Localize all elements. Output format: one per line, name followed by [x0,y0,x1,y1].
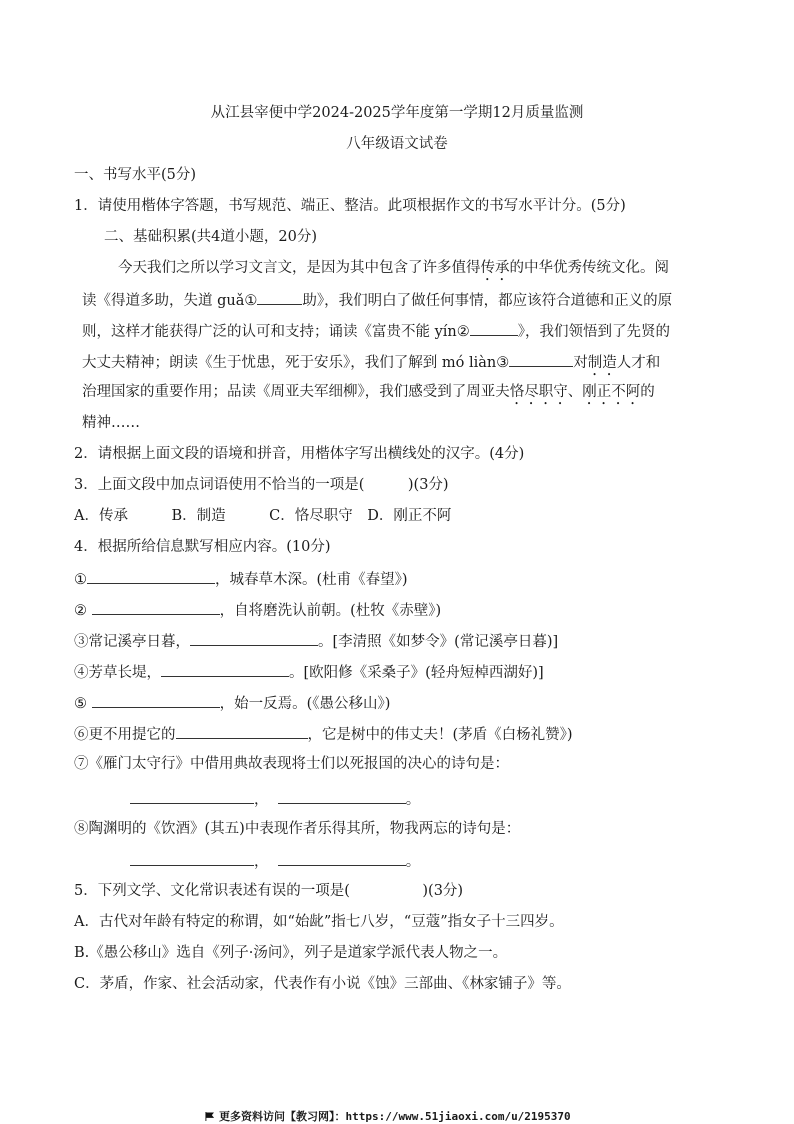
passage-text: 大丈夫精神；朗读《生于忧患，死于安乐》，我们了解到 mó liàn③ [82,355,510,371]
answer-blank[interactable] [278,850,406,866]
item-text: 。[欧阳修《采桑子》(轻舟短棹西湖好)] [289,665,544,681]
answer-blank[interactable] [87,568,215,584]
punct: 。 [405,792,421,808]
passage-text: 人才和 [616,355,661,371]
dotted-word: 恪尽职守 [509,384,568,400]
item-text: ，始一反焉。(《愚公移山》) [219,696,391,712]
item-text: ，自将磨洗认前朝。(杜牧《赤壁》) [219,603,442,619]
punct: ， [254,792,269,808]
passage-line-2 [82,289,672,311]
q4-item-8: ⑧陶渊明的《饮酒》(其五)中表现作者乐得其所，物我两忘的诗句是： [74,821,521,837]
passage-text: 今天我们之所以学习文言文，是因为其中包含了许多值得 [118,260,481,276]
q4-item-8-answer [130,850,420,872]
q4-item-6 [74,723,573,745]
punct: 。 [405,854,421,870]
footer-text: 更多资料访问【教习网】：https://www.51jiaoxi.com/u/2195370 [219,1110,571,1123]
item-text: ，它是树中的伟丈夫！(茅盾《白杨礼赞》) [307,727,573,743]
answer-blank[interactable] [130,788,254,804]
item-label: ② [74,603,92,619]
dotted-word: 传承 [480,260,510,276]
question-3-options: A．传承 B．制造 C．恪尽职守 D．刚正不阿 [74,508,452,524]
passage-text: 读《得道多助，失道 guǎ① [82,293,258,309]
q4-item-7-answer [130,788,420,810]
section-1-heading: 一、书写水平(5分) [74,167,197,183]
answer-blank[interactable] [176,723,308,739]
exam-subtitle: 八年级语文试卷 [346,136,448,152]
item-label: ① [74,572,87,588]
fill-blank[interactable] [470,320,518,336]
passage-text: 助》，我们明白了做任何事情，都应该符合道德和正义的原 [302,293,673,309]
punct: ， [254,854,269,870]
item-text: ，城春草木深。(杜甫《春望》) [215,572,408,588]
item-label: ⑥更不用提它的 [74,727,176,743]
q4-item-7: ⑦《雁门太守行》中借用典故表现将士们以死报国的决心的诗句是： [74,756,509,772]
passage-line-1 [118,258,669,284]
fill-blank[interactable] [509,351,573,367]
item-label: ③常记溪亭日暮， [74,634,190,650]
question-2: 2．请根据上面文段的语境和拼音，用楷体字写出横线处的汉字。(4分) [74,446,525,462]
q5-option-b: B.《愚公移山》选自《列子·汤问》，列子是道家学派代表人物之一。 [74,945,508,961]
dotted-word: 刚正不阿 [582,384,641,400]
passage-line-4 [82,351,660,379]
answer-blank[interactable] [161,661,289,677]
q5-option-a: A．古代对年龄有特定的称谓，如“始龀”指七八岁，“豆蔻”指女子十三四岁。 [74,914,564,930]
question-3: 3．上面文段中加点词语使用不恰当的一项是( )(3分) [74,477,449,493]
q4-item-5 [74,692,390,714]
passage-line-5 [82,382,655,408]
answer-blank[interactable] [130,850,254,866]
item-label: ⑤ [74,696,92,712]
q4-item-1 [74,568,408,590]
passage-line-6: 精神…… [82,415,140,431]
passage-text: 则，这样才能获得广泛的认可和支持；诵读《富贵不能 yín② [82,324,470,340]
passage-text: 治理国家的重要作用；品读《周亚夫军细柳》，我们感受到了周亚夫 [82,384,510,400]
answer-blank[interactable] [190,630,318,646]
question-1: 1．请使用楷体字答题，书写规范、端正、整洁。此项根据作文的书写水平计分。(5分) [74,198,626,214]
q4-item-3 [74,630,558,652]
item-label: ④芳草长堤， [74,665,161,681]
section-2-heading: 二、基础积累(共4道小题，20分) [104,229,317,245]
fill-blank[interactable] [257,289,302,305]
passage-text: 对 [573,355,588,371]
answer-blank[interactable] [92,692,220,708]
passage-text: 》，我们领悟到了先贤的 [517,324,671,340]
question-5: 5．下列文学、文化常识表述有误的一项是( )(3分) [74,883,464,899]
passage-text: 的 [640,384,655,400]
passage-line-3 [82,320,670,342]
question-4: 4．根据所给信息默写相应内容。(10分) [74,539,331,555]
passage-text: 的中华优秀传统文化。阅 [509,260,669,276]
exam-title: 从江县宰便中学2024-2025学年度第一学期12月质量监测 [210,105,584,121]
q4-item-2 [74,599,441,621]
answer-blank[interactable] [92,599,220,615]
dotted-word: 制造 [587,355,617,371]
q4-item-4 [74,661,544,683]
flag-icon [205,1112,214,1121]
item-text: 。[李清照《如梦令》(常记溪亭日暮)] [318,634,559,650]
answer-blank[interactable] [278,788,406,804]
q5-option-c: C．茅盾，作家、社会活动家，代表作有小说《蚀》三部曲、《林家铺子》等。 [74,976,571,992]
passage-text: 、 [567,384,583,400]
footer-link[interactable] [205,1108,571,1124]
